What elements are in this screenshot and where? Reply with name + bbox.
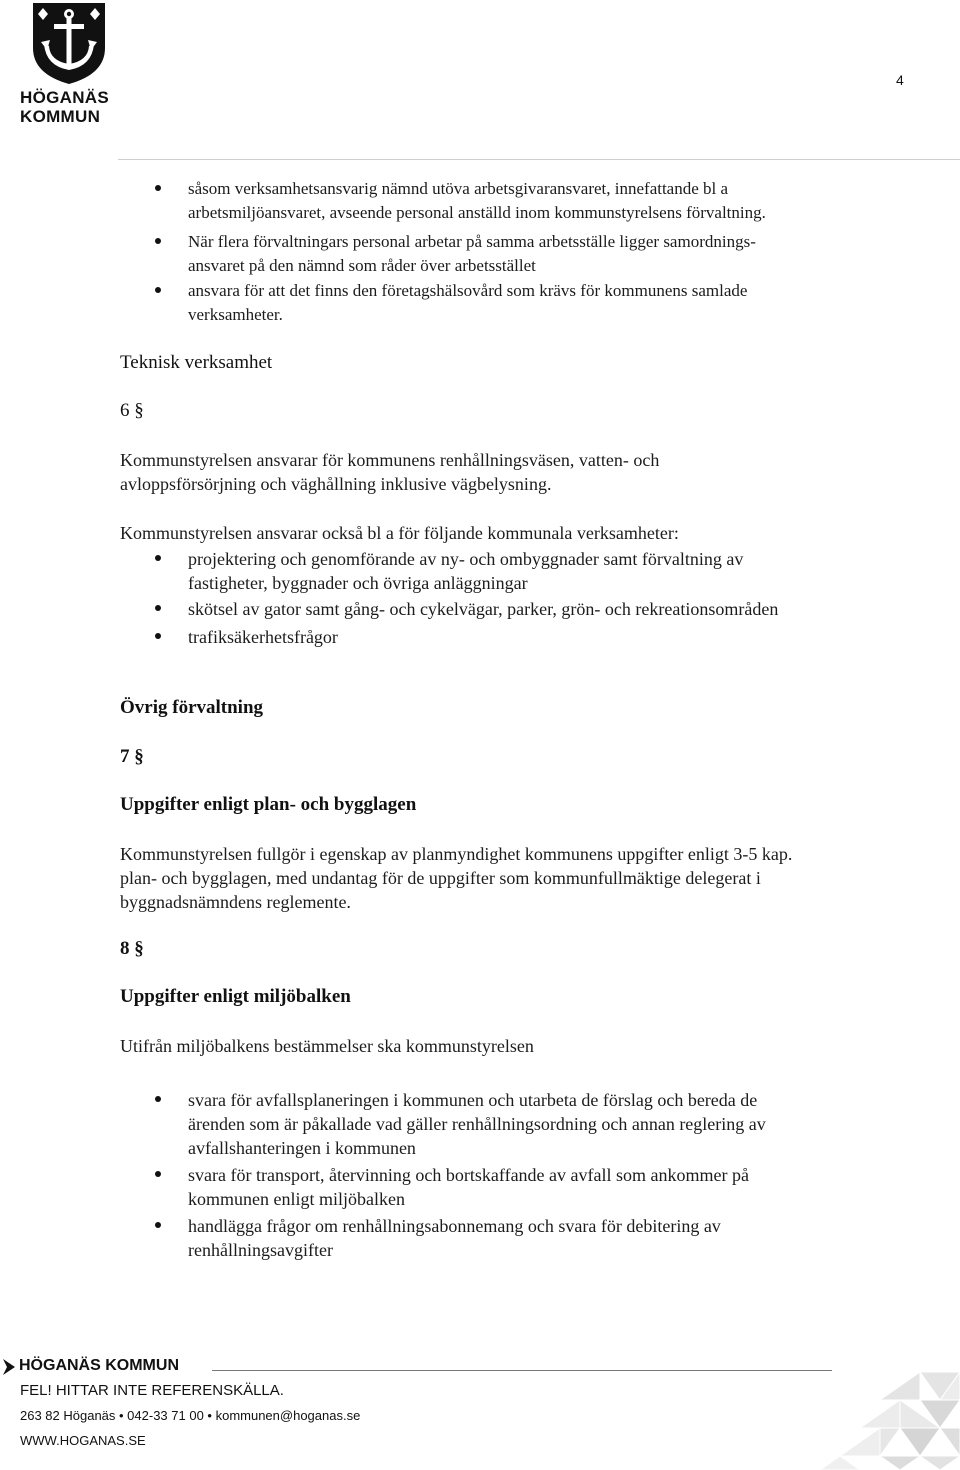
list-item-text: ansvaret på den nämnd som råder över arbetsstället [188,256,536,275]
list-item-text: trafiksäkerhetsfrågor [188,627,338,647]
paragraph-text: byggnadsnämndens reglemente. [120,892,351,912]
bullet-icon [155,1096,161,1102]
anchor-shield-icon [30,0,108,86]
municipality-logo [20,0,120,130]
bullet-icon [155,555,161,561]
bullet-icon [155,287,161,293]
paragraph-text: Kommunstyrelsen ansvarar också bl a för följande kommunala verksamheter: [120,523,679,543]
bullet-icon [155,633,161,639]
decorative-triangle-pattern [820,1372,960,1470]
header-divider [118,159,960,160]
list-item-text: handlägga frågor om renhållningsabonnemang och svara för debitering av [188,1216,721,1236]
section-paragraph-number: 6 § [120,400,144,421]
footer-reference: FEL! HITTAR INTE REFERENSKÄLLA. [20,1382,284,1399]
paragraph-text: avloppsförsörjning och väghållning inklusive vägbelysning. [120,474,552,494]
list-item-text: såsom verksamhetsansvarig nämnd utöva arbetsgivaransvaret, innefattande bl a [188,179,729,198]
section-heading: Övrig förvaltning [120,697,264,718]
paragraph-text: Kommunstyrelsen fullgör i egenskap av planmyndighet kommunens uppgifter enligt 3-5 kap. [120,844,793,864]
bullet-icon [155,238,161,244]
bullet-icon [155,185,161,191]
list-item-text: verksamheter. [188,305,283,324]
list-item-text: arbetsmiljöansvaret, avseende personal anställd inom kommunstyrelsens förvaltning. [188,203,766,222]
subsection-heading: Uppgifter enligt plan- och bygglagen [120,794,417,815]
list-item-text: ansvara för att det finns den företagshälsovård som krävs för kommunens samlade [188,281,748,300]
list-item-text: skötsel av gator samt gång- och cykelvägar, parker, grön- och rekreationsområden [188,599,779,619]
footer-website: WWW.HOGANAS.SE [20,1433,146,1448]
list-item-text: svara för transport, återvinning och bortskaffande av avfall som ankommer på [188,1165,749,1185]
list-item-text: renhållningsavgifter [188,1240,333,1260]
logo-name-line-2: KOMMUN [20,107,101,126]
list-item-text: När flera förvaltningars personal arbetar på samma arbetsställe ligger samordnings- [188,232,756,251]
subsection-heading: Uppgifter enligt miljöbalken [120,986,351,1007]
paragraph-text: Kommunstyrelsen ansvarar för kommunens renhållningsväsen, vatten- och [120,450,660,470]
arrow-right-icon [2,1359,16,1375]
section-paragraph-number: 7 § [120,746,144,767]
footer-organization-name: HÖGANÄS KOMMUN [19,1357,179,1374]
list-item-text: avfallshanteringen i kommunen [188,1138,416,1158]
list-item-text: projektering och genomförande av ny- och ombyggnader samt förvaltning av [188,549,744,569]
bullet-icon [155,1222,161,1228]
list-item-text: ärenden som är påkallade vad gäller renhållningsordning och annan reglering av [188,1114,766,1134]
section-paragraph-number: 8 § [120,938,144,959]
footer-divider [212,1370,832,1371]
paragraph-text: Utifrån miljöbalkens bestämmelser ska kommunstyrelsen [120,1036,534,1056]
bullet-icon [155,1171,161,1177]
section-heading: Teknisk verksamhet [120,352,273,373]
list-item-text: kommunen enligt miljöbalken [188,1189,405,1209]
footer-address: 263 82 Höganäs • 042-33 71 00 • kommunen@hoganas.se [20,1408,361,1423]
logo-name-line-1: HÖGANÄS [20,88,109,107]
list-item-text: fastigheter, byggnader och övriga anläggningar [188,573,528,593]
list-item-text: svara för avfallsplaneringen i kommunen och utarbeta de förslag och bereda de [188,1090,758,1110]
bullet-icon [155,605,161,611]
page-number: 4 [896,72,904,88]
paragraph-text: plan- och bygglagen, med undantag för de uppgifter som kommunfullmäktige delegerat i [120,868,761,888]
